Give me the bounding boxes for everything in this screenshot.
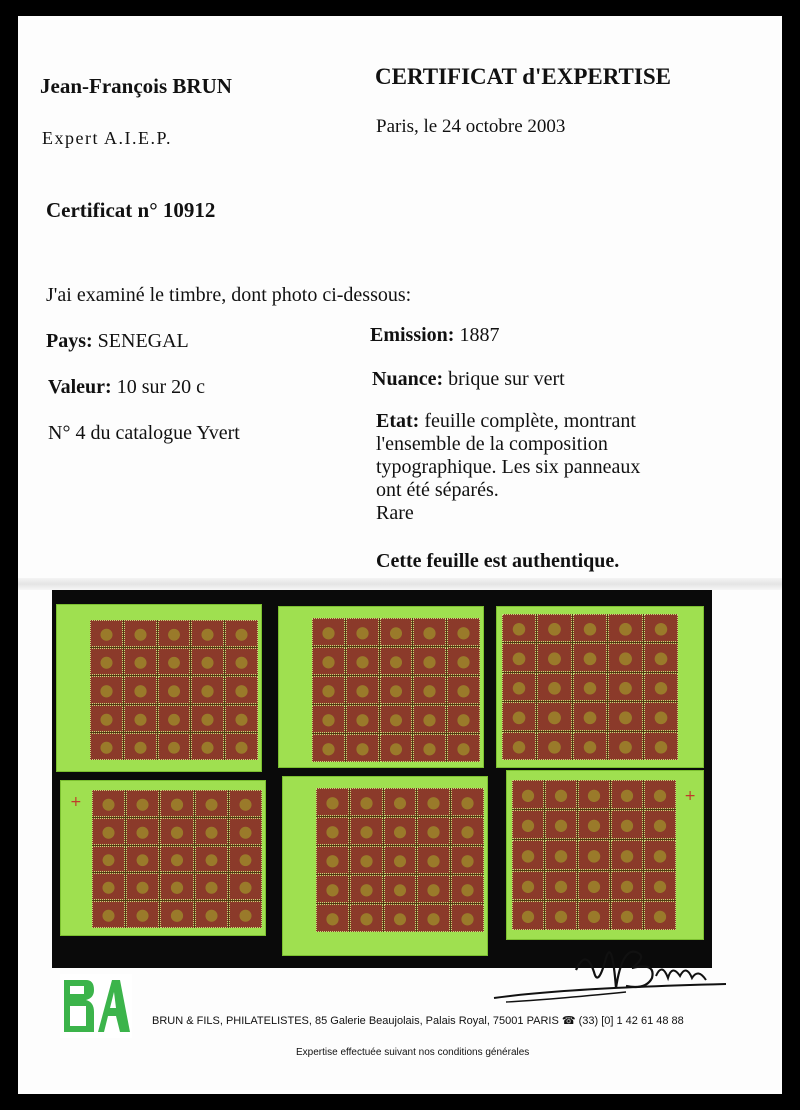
- stamp: [316, 904, 349, 932]
- stamp-panel-5: [282, 776, 488, 956]
- stamp: [92, 818, 125, 845]
- stamp-grid: [512, 780, 676, 930]
- stamp: [92, 901, 125, 928]
- stamp-panel-4: [60, 780, 266, 936]
- stamp: [350, 904, 383, 932]
- state-label: Etat:: [376, 410, 420, 432]
- stamp: [195, 873, 228, 900]
- stamp: [384, 788, 417, 816]
- stamp: [126, 846, 159, 873]
- state-line-1: feuille complète, montrant: [424, 410, 636, 432]
- stamp: [126, 790, 159, 817]
- stamp: [537, 643, 571, 671]
- value-value: 10 sur 20 c: [116, 376, 206, 398]
- stamp: [126, 818, 159, 845]
- stamp-grid: [316, 788, 484, 932]
- stamp: [644, 810, 676, 839]
- stamp: [417, 904, 450, 932]
- stamp: [380, 734, 413, 762]
- stamp: [380, 676, 413, 704]
- stamp: [611, 780, 643, 809]
- stamp: [124, 620, 157, 647]
- stamp: [229, 818, 262, 845]
- stamp: [346, 734, 379, 762]
- stamp: [312, 734, 345, 762]
- shade-value: brique sur vert: [448, 368, 565, 390]
- stamp: [537, 614, 571, 642]
- stamp-panel-1: [56, 604, 262, 772]
- stamp: [545, 840, 577, 869]
- stamp: [158, 705, 191, 732]
- stamp: [611, 871, 643, 900]
- stamp: [225, 620, 258, 647]
- stamp-grid: [90, 620, 258, 760]
- stamp: [644, 871, 676, 900]
- state-line-3: typographique. Les six panneaux: [376, 456, 641, 478]
- shade-label: Nuance:: [372, 368, 444, 390]
- stamp: [451, 788, 484, 816]
- stamp: [346, 705, 379, 733]
- stamp: [545, 780, 577, 809]
- stamp: [384, 817, 417, 845]
- stamp: [512, 840, 544, 869]
- stamp: [512, 810, 544, 839]
- certificate-number-label: Certificat n°: [46, 198, 158, 222]
- stamp: [537, 702, 571, 730]
- stamp-grid: [502, 614, 678, 760]
- stamp: [578, 780, 610, 809]
- stamp: [350, 846, 383, 874]
- stamp: [537, 732, 571, 760]
- certificate-number-value: 10912: [162, 198, 216, 222]
- footer-note: Expertise effectuée suivant nos conditions générales: [296, 1047, 530, 1058]
- stamp: [451, 875, 484, 903]
- stamp: [384, 875, 417, 903]
- stamp: [545, 871, 577, 900]
- stamp: [417, 817, 450, 845]
- stamp: [573, 732, 607, 760]
- stamp: [447, 647, 480, 675]
- stamp: [90, 620, 123, 647]
- stamp: [573, 614, 607, 642]
- stamp: [124, 676, 157, 703]
- stamp: [644, 643, 678, 671]
- stamp: [195, 790, 228, 817]
- stamp: [124, 705, 157, 732]
- stamp: [229, 846, 262, 873]
- stamp: [229, 873, 262, 900]
- stamp: [573, 673, 607, 701]
- stamp: [502, 732, 536, 760]
- country-value: SENEGAL: [97, 330, 189, 352]
- stamp: [350, 788, 383, 816]
- stamp: [611, 901, 643, 930]
- stamp: [512, 901, 544, 930]
- register-cross-icon: +: [70, 794, 82, 810]
- stamp: [225, 648, 258, 675]
- stamp: [316, 817, 349, 845]
- stamp: [537, 673, 571, 701]
- stamp: [229, 901, 262, 928]
- stamp: [346, 676, 379, 704]
- stamp: [578, 901, 610, 930]
- stamp: [384, 846, 417, 874]
- stamp: [512, 780, 544, 809]
- stamp: [346, 647, 379, 675]
- stamp: [92, 873, 125, 900]
- stamp-panel-3: [496, 606, 704, 768]
- country-label: Pays:: [46, 330, 93, 352]
- stamp: [124, 648, 157, 675]
- stamp-sheet-photo: [52, 590, 712, 968]
- stamp: [380, 618, 413, 646]
- state-line-4: ont été séparés.: [376, 479, 499, 501]
- stamp: [611, 810, 643, 839]
- stamp: [225, 676, 258, 703]
- issue-value: 1887: [459, 324, 500, 346]
- stamp: [158, 648, 191, 675]
- stamp: [502, 643, 536, 671]
- issue-field: [370, 324, 499, 347]
- stamp: [191, 648, 224, 675]
- register-cross-icon: +: [684, 788, 696, 804]
- expert-name: Jean-François BRUN: [40, 74, 232, 98]
- place-date: Paris, le 24 octobre 2003: [376, 116, 566, 137]
- stamp: [158, 733, 191, 760]
- stamp: [92, 790, 125, 817]
- stamp: [545, 901, 577, 930]
- stamp: [160, 901, 193, 928]
- stamp: [191, 620, 224, 647]
- stamp: [608, 673, 642, 701]
- stamp: [644, 614, 678, 642]
- stamp: [90, 733, 123, 760]
- stamp: [512, 871, 544, 900]
- country-field: [46, 330, 189, 353]
- stamp: [160, 846, 193, 873]
- shade-field: [372, 368, 565, 391]
- intro-text: J'ai examiné le timbre, dont photo ci-dessous:: [46, 284, 412, 306]
- stamp: [578, 871, 610, 900]
- stamp: [158, 676, 191, 703]
- stamp: [380, 647, 413, 675]
- stamp: [502, 702, 536, 730]
- stamp: [191, 676, 224, 703]
- stamp: [225, 705, 258, 732]
- stamp: [316, 875, 349, 903]
- stamp: [447, 676, 480, 704]
- stamp: [545, 810, 577, 839]
- stamp-grid: [312, 618, 480, 762]
- stamp: [644, 702, 678, 730]
- stamp: [191, 733, 224, 760]
- stamp: [417, 788, 450, 816]
- stamp: [608, 732, 642, 760]
- stamp: [195, 846, 228, 873]
- value-label: Valeur:: [48, 376, 112, 398]
- stamp: [451, 846, 484, 874]
- stamp: [413, 618, 446, 646]
- footer-address: BRUN & FILS, PHILATELISTES, 85 Galerie Beaujolais, Palais Royal, 75001 PARIS ☎ (33) [0] 1 42 61 48 88: [152, 1015, 684, 1027]
- catalogue-field: N° 4 du catalogue Yvert: [48, 422, 240, 444]
- expert-title: Expert A.I.E.P.: [42, 128, 172, 148]
- stamp: [90, 705, 123, 732]
- stamp: [225, 733, 258, 760]
- stamp: [413, 734, 446, 762]
- stamp: [644, 840, 676, 869]
- stamp: [191, 705, 224, 732]
- stamp: [229, 790, 262, 817]
- stamp: [350, 875, 383, 903]
- brun-fils-logo-icon: [60, 974, 132, 1038]
- stamp: [90, 648, 123, 675]
- stamp: [316, 788, 349, 816]
- stamp: [160, 873, 193, 900]
- stamp: [380, 705, 413, 733]
- stamp: [346, 618, 379, 646]
- stamp: [312, 705, 345, 733]
- stamp: [158, 620, 191, 647]
- stamp: [608, 643, 642, 671]
- issue-label: Emission:: [370, 324, 455, 346]
- stamp: [195, 901, 228, 928]
- stamp: [417, 846, 450, 874]
- stamp: [124, 733, 157, 760]
- stamp: [316, 846, 349, 874]
- stamp: [578, 810, 610, 839]
- stamp: [644, 901, 676, 930]
- stamp: [195, 818, 228, 845]
- stamp: [126, 901, 159, 928]
- stamp: [644, 673, 678, 701]
- stamp: [644, 732, 678, 760]
- stamp: [160, 818, 193, 845]
- stamp: [413, 676, 446, 704]
- stamp: [447, 734, 480, 762]
- value-field: [48, 376, 205, 399]
- stamp: [312, 618, 345, 646]
- certificate-title: CERTIFICAT d'EXPERTISE: [375, 64, 671, 89]
- state-line-2: l'ensemble de la composition: [376, 433, 608, 455]
- stamp: [312, 647, 345, 675]
- stamp: [573, 643, 607, 671]
- state-line-5: Rare: [376, 502, 414, 524]
- stamp: [447, 705, 480, 733]
- stamp: [384, 904, 417, 932]
- stamp: [644, 780, 676, 809]
- stamp: [502, 673, 536, 701]
- stamp: [608, 614, 642, 642]
- stamp: [160, 790, 193, 817]
- stamp: [413, 705, 446, 733]
- stamp: [611, 840, 643, 869]
- stamp: [417, 875, 450, 903]
- stamp: [447, 618, 480, 646]
- stamp-panel-6: [506, 770, 704, 940]
- stamp: [451, 904, 484, 932]
- signature: [486, 928, 736, 1018]
- paper-fold: [18, 578, 782, 590]
- stamp: [451, 817, 484, 845]
- stamp: [126, 873, 159, 900]
- stamp: [350, 817, 383, 845]
- state-field: [376, 410, 640, 525]
- stamp: [578, 840, 610, 869]
- stamp-panel-2: [278, 606, 484, 768]
- stamp-grid: [92, 790, 262, 928]
- stamp: [502, 614, 536, 642]
- conclusion: Cette feuille est authentique.: [376, 550, 620, 572]
- stamp: [413, 647, 446, 675]
- certificate-number: [46, 198, 215, 223]
- stamp: [573, 702, 607, 730]
- stamp: [92, 846, 125, 873]
- stamp: [312, 676, 345, 704]
- stamp: [608, 702, 642, 730]
- stamp: [90, 676, 123, 703]
